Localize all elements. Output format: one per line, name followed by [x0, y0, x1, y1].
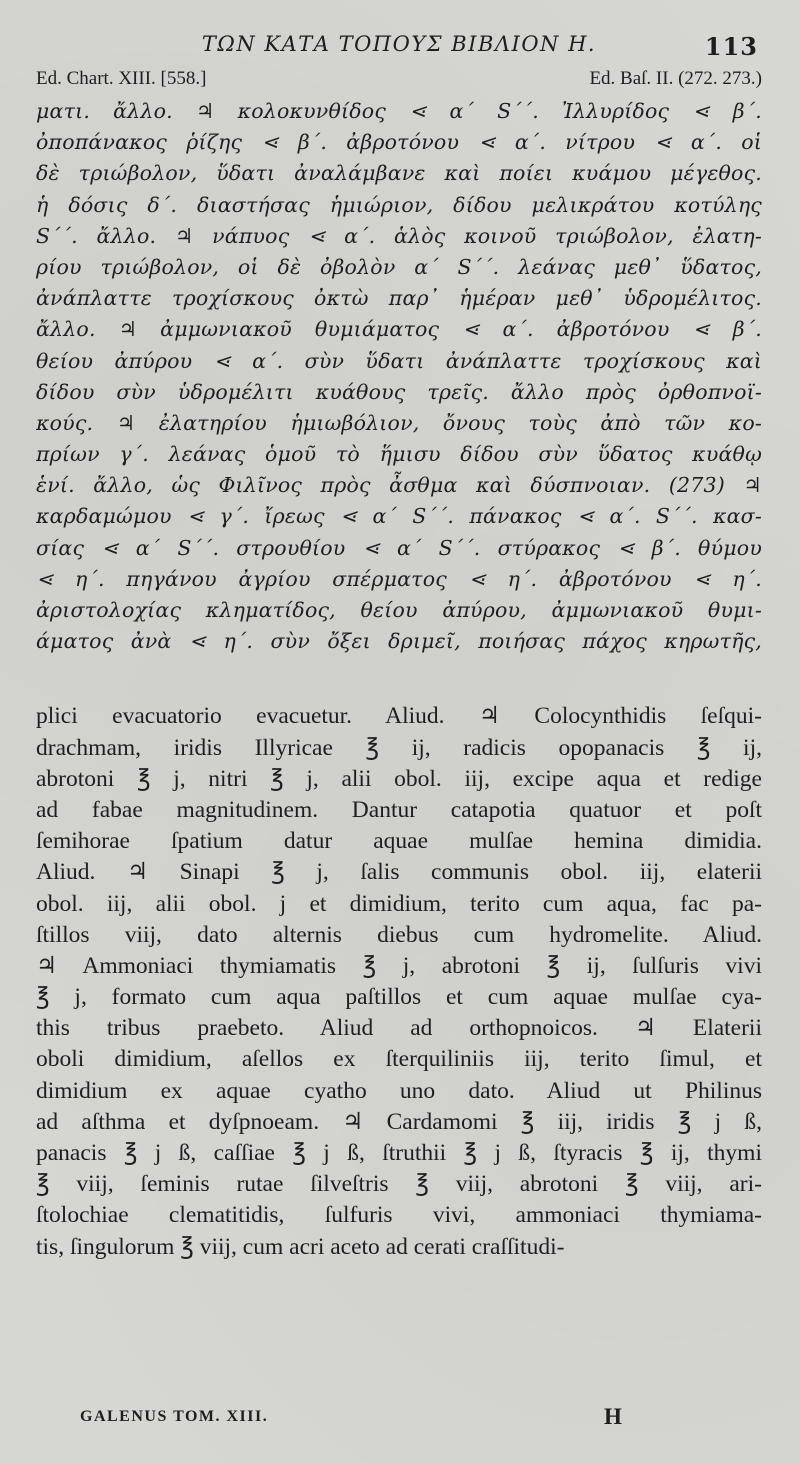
latin-line: ℥ j, formato cum aqua paſtillos et cum aquae mulſae cya-	[36, 984, 762, 1011]
footer-volume: GALENUS TOM. XIII.	[80, 1408, 269, 1425]
latin-text-block	[36, 701, 762, 1262]
column-gap	[36, 657, 762, 701]
latin-line: dimidium ex aquae cyatho uno dato. Aliud ut Philinus	[36, 1077, 762, 1104]
greek-line: ὀποπάνακος ῥίζης ⋖ β΄. ἀβροτόνου ⋖ α΄. νίτρου ⋖ α΄. οἱ	[36, 130, 762, 155]
latin-line: ſemihorae ſpatium datur aquae mulſae hemina dimidia.	[36, 828, 762, 855]
running-head	[36, 28, 762, 68]
greek-line: ἡ δόσις δ΄. διαστήσας ἡμιώριον, δίδου μελικράτου κοτύλης	[36, 192, 762, 217]
greek-line: ἄλλο. ♃ ἀμμωνιακοῦ θυμιάματος ⋖ α΄. ἀβροτόνου ⋖ β΄.	[36, 317, 762, 342]
latin-line: ſtolochiae clematitidis, ſulfuris vivi, ammoniaci thymiama-	[36, 1202, 762, 1229]
edition-references	[36, 68, 762, 94]
latin-line: Aliud. ♃ Sinapi ℥ j, ſalis communis obol. iij, elaterii	[36, 859, 762, 886]
signature-mark: H	[604, 1404, 622, 1429]
greek-line: σίας ⋖ α΄ S΄΄. στρουθίου ⋖ α΄ S΄΄. στύρακος ⋖ β΄. θύμου	[36, 535, 762, 560]
edition-basel: Ed. Baſ. II. (272. 273.)	[589, 68, 762, 89]
greek-line: ⋖ η΄. πηγάνου ἀγρίου σπέρματος ⋖ η΄. ἀβροτόνου ⋖ η΄.	[36, 566, 762, 591]
running-title: ΤΩΝ ΚΑΤΑ ΤΟΠΟΥΣ ΒΙΒΛΙΟΝ Η.	[201, 32, 597, 56]
latin-line: drachmam, iridis Illyricae ℥ ij, radicis opopanacis ℥ ij,	[36, 734, 762, 761]
greek-line: δίδου σὺν ὑδρομέλιτι κυάθους τρεῖς. ἄλλο πρὸς ὀρθοπνοϊ-	[36, 379, 762, 404]
latin-line: ad aſthma et dyſpnoeam. ♃ Cardamomi ℥ iij, iridis ℥ j ß,	[36, 1108, 762, 1135]
latin-line: oboli dimidium, aſellos ex ſterquiliniis iij, terito ſimul, et	[36, 1046, 762, 1073]
greek-line: θείου ἀπύρου ⋖ α΄. σὺν ὕδατι ἀνάπλαττε τροχίσκους καὶ	[36, 348, 762, 373]
latin-line: panacis ℥ j ß, caſſiae ℥ j ß, ſtruthii ℥ j ß, ſtyracis ℥ ij, thymi	[36, 1140, 762, 1166]
latin-line: tis, ſingulorum ℥ viij, cum acri aceto ad cerati craſſitudi-	[36, 1233, 565, 1260]
edition-chartier: Ed. Chart. XIII. [558.]	[36, 68, 207, 89]
page-number: 113	[704, 32, 758, 61]
greek-line: ἀνάπλαττε τροχίσκους ὀκτὼ παρ᾽ ἡμέραν μεθ᾽ ὑδρομέλιτος.	[36, 286, 762, 311]
greek-line: S΄΄. ἄλλο. ♃ νάπυος ⋖ α΄. ἁλὸς κοινοῦ τριώβολον, ἐλατη-	[36, 223, 762, 248]
greek-line: ρίου τριώβολον, οἱ δὲ ὀβολὸν α΄ S΄΄. λεάνας μεθ᾽ ὕδατος,	[36, 254, 762, 279]
latin-line: ♃ Ammoniaci thymiamatis ℥ j, abrotoni ℥ ij, ſulſuris vivi	[36, 952, 762, 979]
page-footer	[80, 1404, 762, 1434]
greek-line: ἑνί. ἄλλο, ὡς Φιλῖνος πρὸς ἆσθμα καὶ δύσπνοιαν. (273) ♃	[36, 473, 762, 498]
greek-line: ἀριστολοχίας κληματίδος, θείου ἀπύρου, ἀμμωνιακοῦ θυμι-	[36, 598, 762, 622]
greek-line: δὲ τριώβολον, ὕδατι ἀναλάμβανε καὶ ποίει κυάμου μέγεθος.	[36, 161, 762, 186]
latin-line: obol. iij, alii obol. j et dimidium, terito cum aqua, fac pa-	[36, 890, 762, 917]
greek-line: πρίων γ΄. λεάνας ὁμοῦ τὸ ἥμισυ δίδου σὺν ὕδατος κυάθῳ	[36, 442, 762, 467]
greek-line: καρδαμώμου ⋖ γ΄. ἴρεως ⋖ α΄ S΄΄. πάνακος ⋖ α΄. S΄΄. κασ-	[36, 504, 762, 529]
latin-line: ſtillos viij, dato alternis diebus cum hydromelite. Aliud.	[36, 921, 762, 948]
greek-line: άματος ἀνὰ ⋖ η΄. σὺν ὄξει δριμεῖ, ποιήσας πάχος κηρωτῆς,	[36, 629, 762, 654]
greek-line: ματι. ἄλλο. ♃ κολοκυνθίδος ⋖ α΄ S΄΄. Ἰλλυρίδος ⋖ β΄.	[36, 99, 762, 123]
greek-line: κούς. ♃ ἐλατηρίου ἡμιωβόλιον, ὄνους τοὺς ἀπὸ τῶν κο-	[36, 410, 762, 435]
latin-line: ad fabae magnitudinem. Dantur catapotia quatuor et poſt	[36, 796, 762, 823]
latin-line: plici evacuatorio evacuetur. Aliud. ♃ Colocynthidis ſeſqui-	[36, 703, 762, 730]
latin-line: this tribus praebeto. Aliud ad orthopnoicos. ♃ Elaterii	[36, 1015, 762, 1042]
greek-text-block	[36, 96, 762, 657]
latin-line: abrotoni ℥ j, nitri ℥ j, alii obol. iij, excipe aqua et redige	[36, 765, 762, 792]
latin-line: ℥ viij, ſeminis rutae ſilveſtris ℥ viij, abrotoni ℥ viij, ari-	[36, 1171, 762, 1198]
